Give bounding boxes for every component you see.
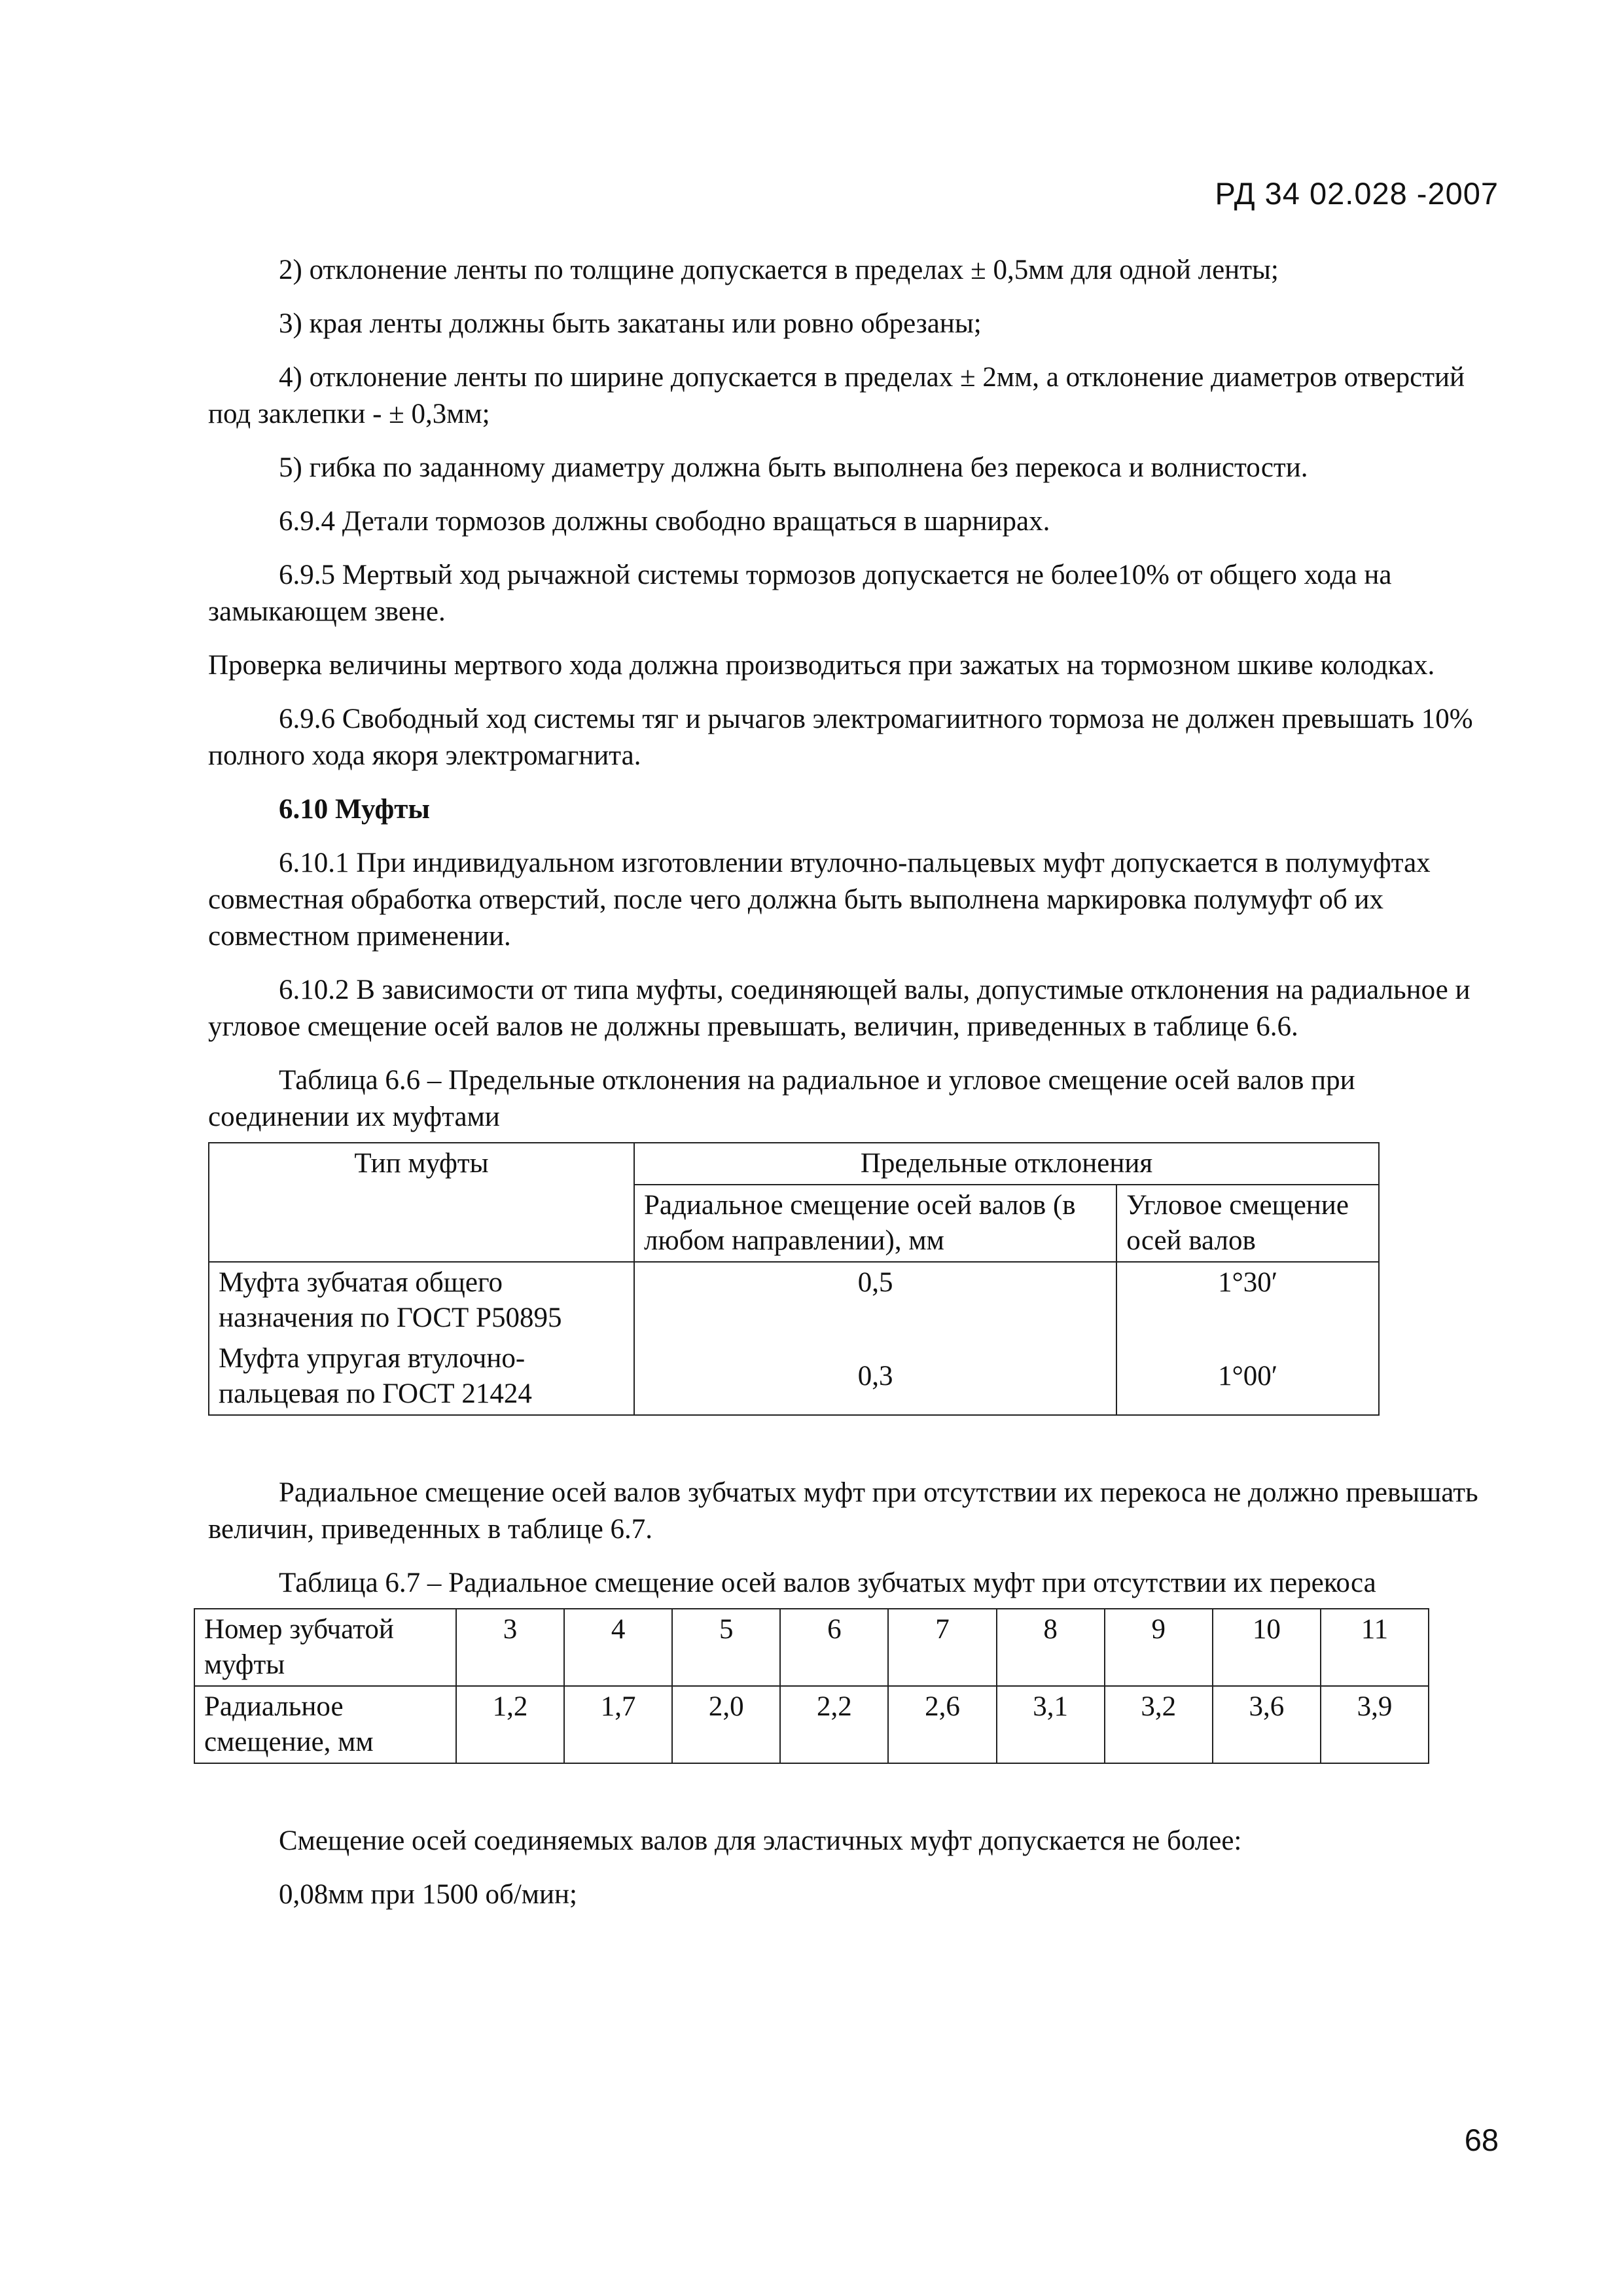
- table-row-label: Радиальное смещение, мм: [194, 1686, 456, 1763]
- table-cell: 10: [1213, 1609, 1321, 1686]
- table-caption: Таблица 6.7 – Радиальное смещение осей валов зубчатых муфт при отсутствии их перекоса: [279, 1568, 1376, 1598]
- paragraph: 6.9.4 Детали тормозов должны свободно вращаться в шарнирах.: [279, 506, 1050, 537]
- list-item: 2) отклонение ленты по толщине допускается в пределах ± 0,5мм для одной ленты;: [279, 255, 1279, 285]
- table-row: [209, 1262, 1379, 1338]
- table-cell-angular: 1°30′: [1116, 1262, 1379, 1338]
- table-cell: 2,2: [780, 1686, 888, 1763]
- table-cell: 3,1: [997, 1686, 1105, 1763]
- table-header-radial: Радиальное смещение осей валов (в любом направлении), мм: [634, 1185, 1116, 1262]
- table-cell: 9: [1105, 1609, 1213, 1686]
- table-cell-type: Муфта упругая втулочно-пальцевая по ГОСТ 21424: [209, 1338, 634, 1415]
- paragraph: Радиальное смещение осей валов зубчатых муфт при отсутствии их перекоса не должно превышать величин, приведенных в таблице 6.7.: [208, 1477, 1478, 1545]
- table-cell: 6: [780, 1609, 888, 1686]
- paragraph: 6.9.5 Мертвый ход рычажной системы тормозов допускается не более10% от общего хода на замыкающем звене.: [208, 560, 1392, 627]
- paragraph: 6.10.1 При индивидуальном изготовлении втулочно-пальцевых муфт допускается в полумуфтах совместная обработка отверстий, после чего должна быть выполнена маркировка полумуфт об их совместном применении.: [208, 848, 1431, 952]
- paragraph: Проверка величины мертвого хода должна производиться при зажатых на тормозном шкиве колодках.: [208, 650, 1435, 681]
- table-cell: 3,9: [1321, 1686, 1429, 1763]
- section-heading: 6.10 Муфты: [279, 794, 430, 825]
- table-cell: 3: [456, 1609, 564, 1686]
- table-header-angular: Угловое смещение осей валов: [1116, 1185, 1379, 1262]
- table-row: [209, 1338, 1379, 1415]
- document-code: РД 34 02.028 -2007: [1215, 176, 1499, 211]
- list-item: 4) отклонение ленты по ширине допускается в пределах ± 2мм, а отклонение диаметров отверстий под заклепки - ± 0,3мм;: [208, 362, 1465, 429]
- table-6-7: [194, 1608, 1429, 1764]
- table-cell-radial: 0,3: [634, 1338, 1116, 1415]
- table-cell-type: Муфта зубчатая общего назначения по ГОСТ Р50895: [209, 1262, 634, 1338]
- table-cell: 3,2: [1105, 1686, 1213, 1763]
- table-row: [194, 1686, 1429, 1763]
- table-caption: Таблица 6.6 – Предельные отклонения на радиальное и угловое смещение осей валов при соединении их муфтами: [208, 1065, 1355, 1132]
- list-item: 3) края ленты должны быть закатаны или ровно обрезаны;: [279, 308, 982, 339]
- table-cell-angular: 1°00′: [1116, 1338, 1379, 1415]
- table-6-6: [208, 1142, 1380, 1416]
- table-header-limits: Предельные отклонения: [634, 1143, 1379, 1185]
- paragraph: 6.9.6 Свободный ход системы тяг и рычагов электромагиитного тормоза не должен превышать 10% полного хода якоря электромагнита.: [208, 704, 1473, 771]
- page-content: [204, 252, 1491, 1930]
- table-cell: 8: [997, 1609, 1105, 1686]
- table-cell: 11: [1321, 1609, 1429, 1686]
- table-cell: 2,0: [672, 1686, 780, 1763]
- table-cell: 2,6: [888, 1686, 996, 1763]
- page-number: 68: [1464, 2123, 1499, 2157]
- paragraph: 0,08мм при 1500 об/мин;: [279, 1879, 577, 1910]
- table-row-label: Номер зубчатой муфты: [194, 1609, 456, 1686]
- table-row: [194, 1609, 1429, 1686]
- table-cell-radial: 0,5: [634, 1262, 1116, 1338]
- paragraph: 6.10.2 В зависимости от типа муфты, соединяющей валы, допустимые отклонения на радиальное и угловое смещение осей валов не должны превышать, величин, приведенных в таблице 6.6.: [208, 975, 1471, 1042]
- table-cell: 4: [564, 1609, 672, 1686]
- list-item: 5) гибка по заданному диаметру должна быть выполнена без перекоса и волнистости.: [279, 452, 1308, 483]
- table-cell: 3,6: [1213, 1686, 1321, 1763]
- table-cell: 1,2: [456, 1686, 564, 1763]
- table-cell: 7: [888, 1609, 996, 1686]
- table-header-type: Тип муфты: [209, 1143, 634, 1262]
- table-cell: 1,7: [564, 1686, 672, 1763]
- table-cell: 5: [672, 1609, 780, 1686]
- paragraph: Смещение осей соединяемых валов для эластичных муфт допускается не более:: [279, 1825, 1242, 1856]
